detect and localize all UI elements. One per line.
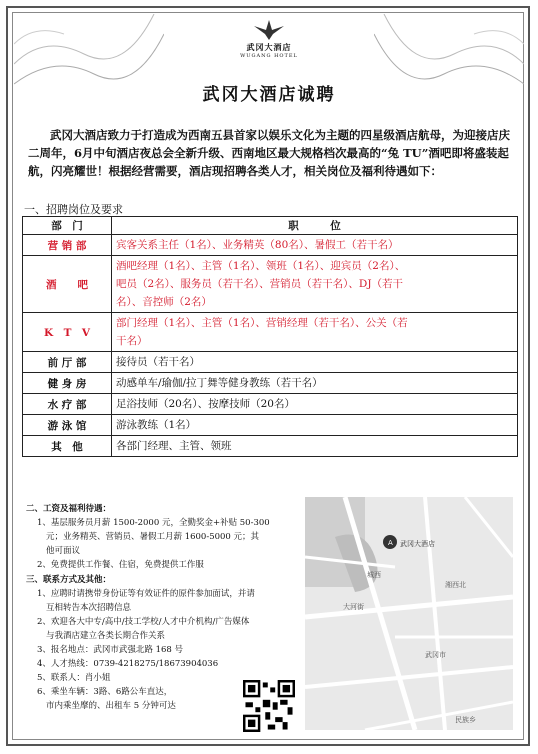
page-title: 武冈大酒店诚聘 <box>202 85 336 105</box>
position-cell <box>112 313 518 352</box>
position-line: 动感单车/瑜伽/拉丁舞等健身教练（若干名） <box>116 377 323 389</box>
list-item: 2、欢迎各大中专/高中/技工学校/人才中介机构/广告媒体 <box>37 617 250 627</box>
dept-cell: K T V <box>23 313 112 352</box>
position-cell <box>112 256 518 313</box>
list-item-continued: 他可面议 <box>46 546 81 556</box>
section-heading-positions: 一、招聘岗位及要求 <box>24 203 123 216</box>
list-item: 4、人才热线：0739-4218275/18673904036 <box>37 659 219 669</box>
list-item: 5、联系人：肖小姐 <box>37 673 111 683</box>
table-row <box>23 313 518 352</box>
position-line: 游泳教练（1名） <box>116 419 197 431</box>
position-cell <box>112 394 518 415</box>
hotel-logo <box>229 14 309 64</box>
map-label: 武冈市 <box>425 651 446 659</box>
bird-logo-icon <box>249 16 289 42</box>
position-line: 宾客关系主任（1名）、业务精英（80名）、暑假工（若干名） <box>116 239 399 251</box>
position-line: 足浴技师（20名）、按摩技师（20名） <box>116 398 295 410</box>
position-cell <box>112 235 518 256</box>
intro-paragraph: 武冈大酒店致力于打造成为西南五县首家以娱乐文化为主题的四星级酒店航母，为迎接店庆二周年，6月中旬酒店夜总会全新升级、西南地区最大规格档次最高的“兔 TU”酒吧即将盛装起航，闪亮耀世！根据经营需要，酒店现招聘各类人才，相关岗位及福利待遇如下： <box>28 128 510 178</box>
dept-cell: 营 销 部 <box>23 235 112 256</box>
position-cell <box>112 436 518 457</box>
table-row <box>23 394 518 415</box>
list-item-continued: 市内乘坐摩的、出租车 5 分钟可达 <box>46 701 176 711</box>
list-item: 3、报名地点：武冈市武强北路 168 号 <box>37 645 184 655</box>
position-line: 吧员（2名）、服务员（若干名）、营销员（若干名）、DJ（若干 <box>116 278 404 290</box>
location-map[interactable] <box>305 497 513 730</box>
logo-text-en: WUGANG HOTEL <box>240 53 298 59</box>
header-position: 职 位 <box>112 217 518 235</box>
position-cell <box>112 415 518 436</box>
table-row <box>23 352 518 373</box>
position-line: 部门经理（1名）、主管（1名）、营销经理（若干名）、公关（若 <box>116 317 408 329</box>
qr-code-icon <box>243 680 295 732</box>
position-line: 接待员（若干名） <box>116 356 200 368</box>
map-label: 大河街 <box>343 603 364 611</box>
dept-cell: 游 泳 馆 <box>23 415 112 436</box>
list-item-continued: 与我酒店建立各类长期合作关系 <box>46 631 166 641</box>
header-dept: 部 门 <box>23 217 112 235</box>
dept-cell: 其 他 <box>23 436 112 457</box>
position-line: 名）、音控师（2名） <box>116 296 212 308</box>
list-item-continued: 互相转告本次招聘信息 <box>46 603 132 613</box>
map-label: 湘西北 <box>445 581 466 589</box>
dept-cell: 前 厅 部 <box>23 352 112 373</box>
table-row <box>23 436 518 457</box>
table-header-row <box>23 217 518 235</box>
list-item-continued: 元；业务精英、营销员、暑假工月薪 1600-5000 元；其 <box>46 532 260 542</box>
table-row <box>23 235 518 256</box>
positions-table <box>22 216 518 457</box>
table-row <box>23 256 518 313</box>
logo-text-cn: 武冈大酒店 <box>246 42 292 52</box>
svg-text:A: A <box>388 539 393 547</box>
dept-cell: 健 身 房 <box>23 373 112 394</box>
map-label: 武冈大酒店 <box>400 540 435 548</box>
position-line: 酒吧经理（1名）、主管（1名）、领班（1名）、迎宾员（2名）、 <box>116 260 406 272</box>
position-cell <box>112 373 518 394</box>
map-label: 民族乡 <box>455 716 476 724</box>
table-row <box>23 373 518 394</box>
section-heading-contact: 三、联系方式及其他： <box>26 575 112 585</box>
list-item: 2、免费提供工作餐、住宿，免费提供工作服 <box>37 560 204 570</box>
position-cell <box>112 352 518 373</box>
list-item: 1、应聘时请携带身份证等有效证件的原件参加面试，并请 <box>37 589 255 599</box>
position-line: 各部门经理、主管、领班 <box>116 440 232 452</box>
dept-cell: 水 疗 部 <box>23 394 112 415</box>
section-heading-benefits: 二、工资及福利待遇： <box>26 504 112 514</box>
list-item: 6、乘坐车辆：3路、6路公车直达， <box>37 687 173 697</box>
dept-cell: 酒 吧 <box>23 256 112 313</box>
list-item: 1、基层服务员月薪 1500-2000 元，全勤奖金+补贴 50-300 <box>37 518 270 528</box>
table-row <box>23 415 518 436</box>
map-label: 城西 <box>367 571 381 579</box>
position-line: 干名） <box>116 335 148 347</box>
